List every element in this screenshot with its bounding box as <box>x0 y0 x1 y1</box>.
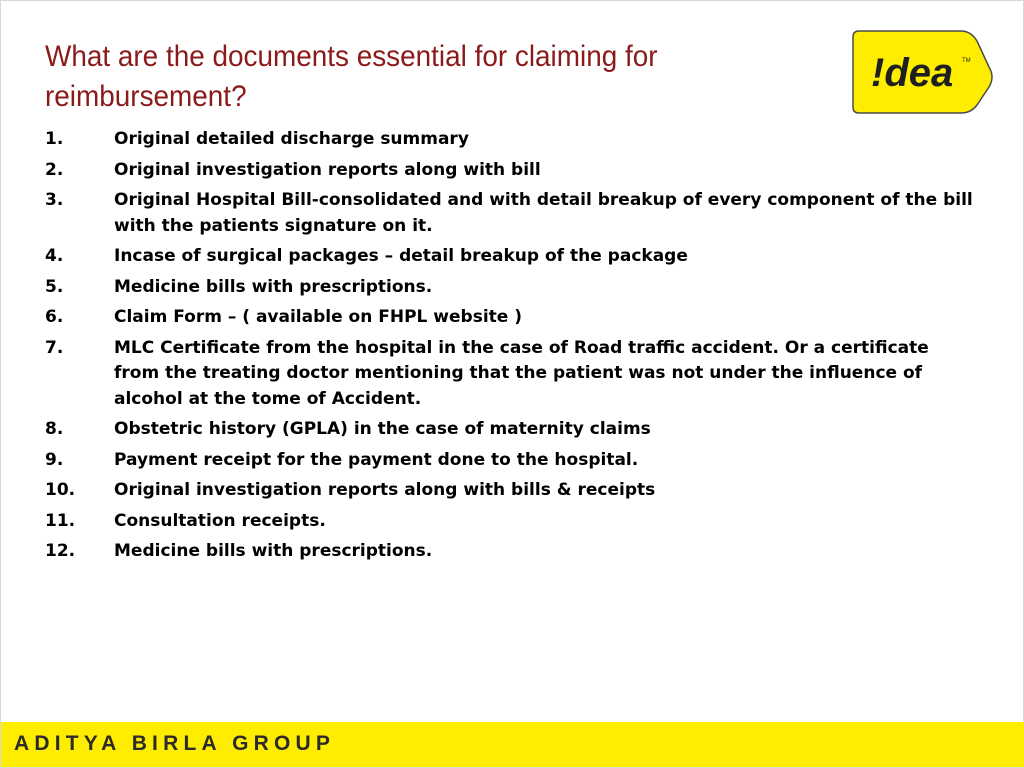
list-item-number: 4. <box>45 246 64 266</box>
list-item <box>45 244 975 270</box>
list-item-text: Claim Form – ( available on FHPL website ) <box>114 307 522 327</box>
list-item-number: 8. <box>45 419 64 439</box>
list-item <box>45 448 975 474</box>
footer-band <box>1 722 1024 767</box>
list-item <box>45 158 975 184</box>
list-item-text: Payment receipt for the payment done to the hospital. <box>114 449 639 470</box>
list-item-number: 6. <box>45 307 64 327</box>
documents-list <box>45 127 975 570</box>
list-item-number: 12. <box>45 541 76 561</box>
list-item-number: 2. <box>45 159 64 180</box>
list-item-text: Original Hospital Bill-consolidated and with detail breakup of every component of the bill with the patients signature on it. <box>114 190 973 236</box>
list-item <box>45 275 975 301</box>
list-item-text: Original detailed discharge summary <box>114 129 469 149</box>
list-item-text: Original investigation reports along with bill <box>114 159 541 180</box>
idea-logo <box>849 27 995 115</box>
list-item-text: Medicine bills with prescriptions. <box>114 541 433 561</box>
list-item-text: MLC Certificate from the hospital in the case of Road traffic accident. Or a certificate from the treating doctor mentioning that the patient was not under the influence of alcohol at the tome of Accident. <box>114 337 929 409</box>
list-item-number: 7. <box>45 337 64 358</box>
list-item-number: 10. <box>45 480 76 500</box>
list-item-text: Original investigation reports along with bills & receipts <box>114 480 656 500</box>
list-item-text: Incase of surgical packages – detail breakup of the package <box>114 246 688 266</box>
list-item <box>45 336 975 413</box>
logo-wordmark: !dea <box>871 51 954 95</box>
list-item <box>45 509 975 535</box>
list-item-text: Obstetric history (GPLA) in the case of maternity claims <box>114 419 651 439</box>
list-item-number: 5. <box>45 276 64 297</box>
list-item-number: 1. <box>45 129 64 149</box>
list-item <box>45 305 975 331</box>
list-item-number: 3. <box>45 190 64 210</box>
list-item-number: 9. <box>45 449 64 470</box>
footer-brand: ADITYA BIRLA GROUP <box>14 732 336 755</box>
logo-trademark: TM <box>962 58 971 64</box>
list-item <box>45 539 975 565</box>
list-item <box>45 478 975 504</box>
list-item <box>45 417 975 443</box>
list-item-text: Medicine bills with prescriptions. <box>114 276 433 297</box>
list-item <box>45 188 975 239</box>
list-item-text: Consultation receipts. <box>114 510 326 531</box>
list-item-number: 11. <box>45 510 76 531</box>
list-item <box>45 127 975 153</box>
slide-title: What are the documents essential for claiming for reimbursement? <box>45 40 658 113</box>
idea-logo-graphic <box>849 27 995 115</box>
